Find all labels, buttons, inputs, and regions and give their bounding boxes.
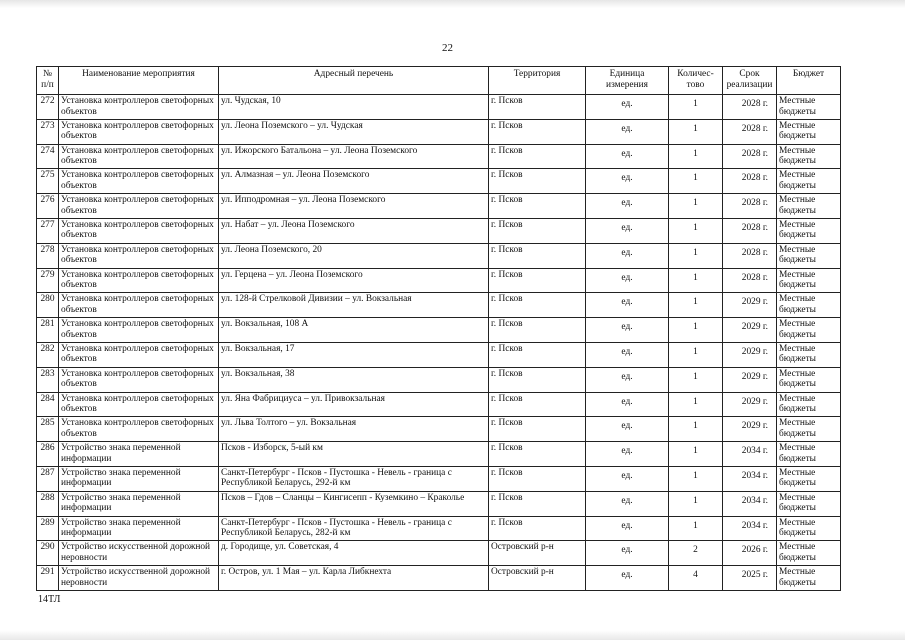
table-row bbox=[37, 95, 841, 120]
table-row bbox=[37, 466, 841, 491]
cell-address: г. Остров, ул. 1 Мая – ул. Карла Либкнехта bbox=[219, 566, 489, 591]
cell-budget: Местные бюджеты bbox=[777, 417, 841, 442]
cell-territory: г. Псков bbox=[489, 119, 586, 144]
cell-name: Установка контроллеров светофорных объектов bbox=[59, 318, 219, 343]
cell-unit: ед. bbox=[586, 392, 669, 417]
cell-territory: г. Псков bbox=[489, 516, 586, 541]
cell-territory: Островский р-н bbox=[489, 541, 586, 566]
cell-term: 2029 г. bbox=[723, 318, 777, 343]
cell-qty: 1 bbox=[669, 169, 723, 194]
header-unit: Единица измерения bbox=[586, 67, 669, 95]
measures-table bbox=[36, 66, 841, 591]
cell-term: 2028 г. bbox=[723, 218, 777, 243]
cell-address: ул. Герцена – ул. Леона Поземского bbox=[219, 268, 489, 293]
table-row bbox=[37, 268, 841, 293]
cell-qty: 1 bbox=[669, 466, 723, 491]
cell-budget: Местные бюджеты bbox=[777, 243, 841, 268]
header-qty: Количес-тово bbox=[669, 67, 723, 95]
cell-name: Установка контроллеров светофорных объектов bbox=[59, 392, 219, 417]
cell-term: 2034 г. bbox=[723, 516, 777, 541]
cell-budget: Местные бюджеты bbox=[777, 318, 841, 343]
cell-budget: Местные бюджеты bbox=[777, 144, 841, 169]
cell-territory: г. Псков bbox=[489, 218, 586, 243]
cell-name: Установка контроллеров светофорных объектов bbox=[59, 119, 219, 144]
page-number: 22 bbox=[442, 42, 453, 54]
scan-edge-bottom bbox=[0, 630, 905, 640]
cell-num: 291 bbox=[37, 566, 59, 591]
cell-territory: г. Псков bbox=[489, 144, 586, 169]
cell-address: ул. Леона Поземского – ул. Чудская bbox=[219, 119, 489, 144]
cell-name: Установка контроллеров светофорных объектов bbox=[59, 243, 219, 268]
cell-num: 283 bbox=[37, 367, 59, 392]
cell-territory: г. Псков bbox=[489, 342, 586, 367]
cell-name: Установка контроллеров светофорных объектов bbox=[59, 367, 219, 392]
cell-unit: ед. bbox=[586, 417, 669, 442]
cell-term: 2029 г. bbox=[723, 293, 777, 318]
cell-name: Устройство искусственной дорожной неровности bbox=[59, 566, 219, 591]
cell-budget: Местные бюджеты bbox=[777, 442, 841, 467]
cell-term: 2028 г. bbox=[723, 95, 777, 120]
cell-name: Установка контроллеров светофорных объектов bbox=[59, 95, 219, 120]
cell-address: ул. Льва Толтого – ул. Вокзальная bbox=[219, 417, 489, 442]
cell-qty: 1 bbox=[669, 95, 723, 120]
cell-term: 2029 г. bbox=[723, 342, 777, 367]
cell-budget: Местные бюджеты bbox=[777, 491, 841, 516]
cell-address: ул. Ипподромная – ул. Леона Поземского bbox=[219, 194, 489, 219]
cell-qty: 1 bbox=[669, 144, 723, 169]
table-row bbox=[37, 119, 841, 144]
cell-address: ул. Яна Фабрициуса – ул. Привокзальная bbox=[219, 392, 489, 417]
cell-budget: Местные бюджеты bbox=[777, 516, 841, 541]
cell-qty: 2 bbox=[669, 541, 723, 566]
table-row bbox=[37, 342, 841, 367]
cell-budget: Местные бюджеты bbox=[777, 95, 841, 120]
cell-qty: 1 bbox=[669, 243, 723, 268]
header-term: Срок реализации bbox=[723, 67, 777, 95]
cell-term: 2034 г. bbox=[723, 491, 777, 516]
cell-num: 279 bbox=[37, 268, 59, 293]
cell-qty: 1 bbox=[669, 218, 723, 243]
cell-territory: г. Псков bbox=[489, 392, 586, 417]
cell-term: 2029 г. bbox=[723, 367, 777, 392]
cell-name: Установка контроллеров светофорных объектов bbox=[59, 144, 219, 169]
cell-qty: 1 bbox=[669, 293, 723, 318]
cell-unit: ед. bbox=[586, 293, 669, 318]
cell-territory: г. Псков bbox=[489, 268, 586, 293]
table-row bbox=[37, 218, 841, 243]
cell-budget: Местные бюджеты bbox=[777, 392, 841, 417]
header-num: № п/п bbox=[37, 67, 59, 95]
table-header-row bbox=[37, 67, 841, 95]
cell-num: 273 bbox=[37, 119, 59, 144]
cell-unit: ед. bbox=[586, 566, 669, 591]
cell-num: 290 bbox=[37, 541, 59, 566]
cell-name: Установка контроллеров светофорных объектов bbox=[59, 218, 219, 243]
cell-term: 2028 г. bbox=[723, 144, 777, 169]
cell-term: 2028 г. bbox=[723, 119, 777, 144]
cell-territory: г. Псков bbox=[489, 318, 586, 343]
cell-unit: ед. bbox=[586, 194, 669, 219]
cell-term: 2029 г. bbox=[723, 417, 777, 442]
table-row bbox=[37, 417, 841, 442]
cell-name: Установка контроллеров светофорных объектов bbox=[59, 417, 219, 442]
cell-unit: ед. bbox=[586, 491, 669, 516]
table-row bbox=[37, 318, 841, 343]
table-row bbox=[37, 442, 841, 467]
cell-name: Установка контроллеров светофорных объектов bbox=[59, 293, 219, 318]
cell-address: ул. 128-й Стрелковой Дивизии – ул. Вокзальная bbox=[219, 293, 489, 318]
cell-unit: ед. bbox=[586, 442, 669, 467]
cell-territory: г. Псков bbox=[489, 243, 586, 268]
cell-unit: ед. bbox=[586, 119, 669, 144]
cell-address: ул. Вокзальная, 38 bbox=[219, 367, 489, 392]
cell-num: 276 bbox=[37, 194, 59, 219]
table-row bbox=[37, 491, 841, 516]
cell-budget: Местные бюджеты bbox=[777, 218, 841, 243]
cell-unit: ед. bbox=[586, 342, 669, 367]
cell-num: 280 bbox=[37, 293, 59, 318]
cell-qty: 1 bbox=[669, 194, 723, 219]
cell-num: 286 bbox=[37, 442, 59, 467]
table-row bbox=[37, 194, 841, 219]
cell-unit: ед. bbox=[586, 466, 669, 491]
cell-term: 2029 г. bbox=[723, 392, 777, 417]
cell-unit: ед. bbox=[586, 218, 669, 243]
cell-num: 284 bbox=[37, 392, 59, 417]
cell-budget: Местные бюджеты bbox=[777, 169, 841, 194]
header-budget: Бюджет bbox=[777, 67, 841, 95]
cell-qty: 4 bbox=[669, 566, 723, 591]
cell-name: Устройство искусственной дорожной неровности bbox=[59, 541, 219, 566]
cell-territory: Островский р-н bbox=[489, 566, 586, 591]
cell-territory: г. Псков bbox=[489, 491, 586, 516]
cell-budget: Местные бюджеты bbox=[777, 293, 841, 318]
cell-qty: 1 bbox=[669, 268, 723, 293]
header-territory: Территория bbox=[489, 67, 586, 95]
cell-num: 281 bbox=[37, 318, 59, 343]
header-name: Наименование мероприятия bbox=[59, 67, 219, 95]
cell-qty: 1 bbox=[669, 318, 723, 343]
table-row bbox=[37, 243, 841, 268]
cell-term: 2026 г. bbox=[723, 541, 777, 566]
table-row bbox=[37, 516, 841, 541]
cell-unit: ед. bbox=[586, 268, 669, 293]
cell-territory: г. Псков bbox=[489, 95, 586, 120]
cell-address: ул. Вокзальная, 17 bbox=[219, 342, 489, 367]
cell-num: 278 bbox=[37, 243, 59, 268]
cell-territory: г. Псков bbox=[489, 194, 586, 219]
cell-budget: Местные бюджеты bbox=[777, 119, 841, 144]
cell-territory: г. Псков bbox=[489, 417, 586, 442]
cell-address: ул. Вокзальная, 108 А bbox=[219, 318, 489, 343]
cell-territory: г. Псков bbox=[489, 367, 586, 392]
cell-unit: ед. bbox=[586, 367, 669, 392]
cell-term: 2025 г. bbox=[723, 566, 777, 591]
cell-term: 2028 г. bbox=[723, 268, 777, 293]
cell-num: 285 bbox=[37, 417, 59, 442]
cell-name: Установка контроллеров светофорных объектов bbox=[59, 268, 219, 293]
cell-qty: 1 bbox=[669, 516, 723, 541]
cell-num: 277 bbox=[37, 218, 59, 243]
cell-num: 272 bbox=[37, 95, 59, 120]
cell-budget: Местные бюджеты bbox=[777, 566, 841, 591]
cell-unit: ед. bbox=[586, 318, 669, 343]
table-row bbox=[37, 541, 841, 566]
cell-num: 275 bbox=[37, 169, 59, 194]
cell-name: Устройство знака переменной информации bbox=[59, 516, 219, 541]
cell-address: ул. Ижорского Батальона – ул. Леона Поземского bbox=[219, 144, 489, 169]
cell-qty: 1 bbox=[669, 491, 723, 516]
cell-budget: Местные бюджеты bbox=[777, 268, 841, 293]
cell-unit: ед. bbox=[586, 541, 669, 566]
cell-territory: г. Псков bbox=[489, 169, 586, 194]
cell-term: 2034 г. bbox=[723, 466, 777, 491]
cell-budget: Местные бюджеты bbox=[777, 194, 841, 219]
cell-territory: г. Псков bbox=[489, 442, 586, 467]
cell-budget: Местные бюджеты bbox=[777, 342, 841, 367]
header-address: Адресный перечень bbox=[219, 67, 489, 95]
table-row bbox=[37, 169, 841, 194]
cell-unit: ед. bbox=[586, 144, 669, 169]
table-row bbox=[37, 566, 841, 591]
table-row bbox=[37, 392, 841, 417]
cell-address: ул. Леона Поземского, 20 bbox=[219, 243, 489, 268]
cell-address: Санкт-Петербург - Псков - Пустошка - Невель - граница с Республикой Беларусь, 282-й км bbox=[219, 516, 489, 541]
cell-address: Псков – Гдов – Сланцы – Кингисепп - Куземкино – Краколье bbox=[219, 491, 489, 516]
cell-num: 288 bbox=[37, 491, 59, 516]
cell-territory: г. Псков bbox=[489, 466, 586, 491]
cell-address: Псков - Изборск, 5-ый км bbox=[219, 442, 489, 467]
cell-name: Устройство знака переменной информации bbox=[59, 442, 219, 467]
cell-qty: 1 bbox=[669, 417, 723, 442]
cell-address: д. Городище, ул. Советская, 4 bbox=[219, 541, 489, 566]
cell-address: ул. Чудская, 10 bbox=[219, 95, 489, 120]
cell-num: 274 bbox=[37, 144, 59, 169]
cell-name: Установка контроллеров светофорных объектов bbox=[59, 342, 219, 367]
cell-address: Санкт-Петербург - Псков - Пустошка - Невель - граница с Республикой Беларусь, 292-й км bbox=[219, 466, 489, 491]
cell-name: Устройство знака переменной информации bbox=[59, 491, 219, 516]
cell-num: 282 bbox=[37, 342, 59, 367]
cell-term: 2034 г. bbox=[723, 442, 777, 467]
cell-term: 2028 г. bbox=[723, 194, 777, 219]
cell-qty: 1 bbox=[669, 342, 723, 367]
cell-qty: 1 bbox=[669, 119, 723, 144]
cell-name: Установка контроллеров светофорных объектов bbox=[59, 169, 219, 194]
cell-unit: ед. bbox=[586, 95, 669, 120]
cell-term: 2028 г. bbox=[723, 169, 777, 194]
cell-address: ул. Набат – ул. Леона Поземского bbox=[219, 218, 489, 243]
scan-edge-top bbox=[0, 0, 905, 8]
cell-qty: 1 bbox=[669, 392, 723, 417]
cell-territory: г. Псков bbox=[489, 293, 586, 318]
cell-qty: 1 bbox=[669, 442, 723, 467]
cell-qty: 1 bbox=[669, 367, 723, 392]
cell-budget: Местные бюджеты bbox=[777, 466, 841, 491]
cell-term: 2028 г. bbox=[723, 243, 777, 268]
cell-unit: ед. bbox=[586, 169, 669, 194]
footer-mark: 14ТЛ bbox=[38, 594, 61, 605]
cell-num: 287 bbox=[37, 466, 59, 491]
cell-name: Устройство знака переменной информации bbox=[59, 466, 219, 491]
cell-num: 289 bbox=[37, 516, 59, 541]
table-row bbox=[37, 367, 841, 392]
table-row bbox=[37, 144, 841, 169]
cell-name: Установка контроллеров светофорных объектов bbox=[59, 194, 219, 219]
cell-budget: Местные бюджеты bbox=[777, 541, 841, 566]
cell-unit: ед. bbox=[586, 516, 669, 541]
cell-address: ул. Алмазная – ул. Леона Поземского bbox=[219, 169, 489, 194]
cell-budget: Местные бюджеты bbox=[777, 367, 841, 392]
table-row bbox=[37, 293, 841, 318]
cell-unit: ед. bbox=[586, 243, 669, 268]
